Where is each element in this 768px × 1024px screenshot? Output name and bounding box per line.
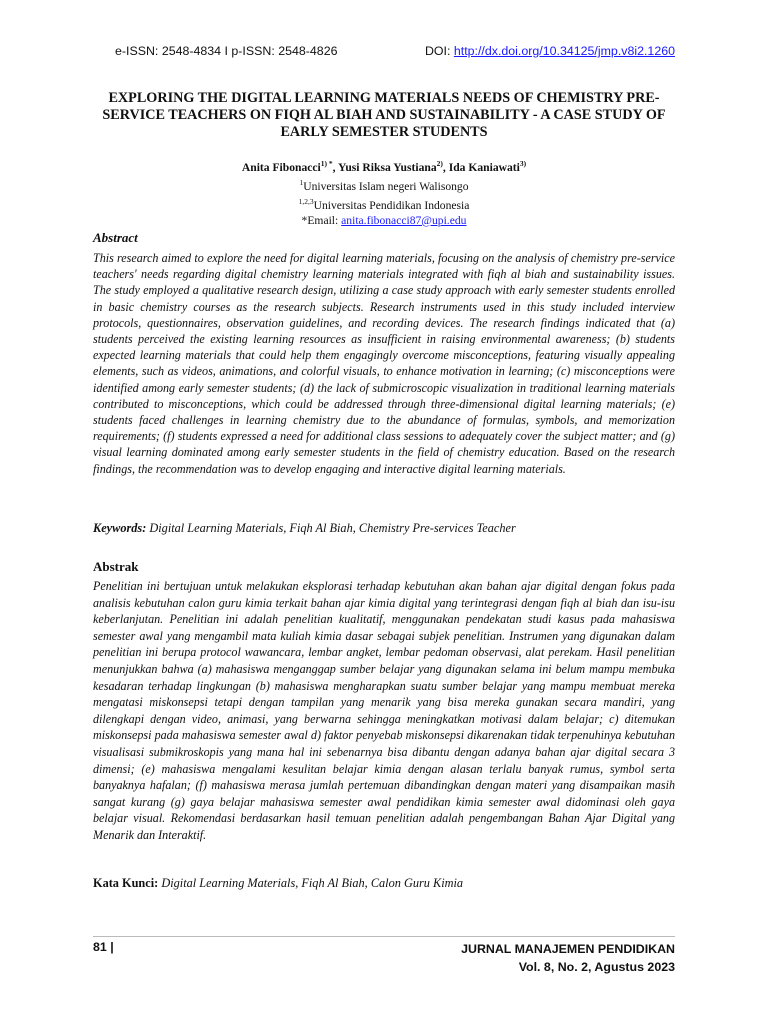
issn-text: e-ISSN: 2548-4834 I p-ISSN: 2548-4826 (115, 44, 338, 58)
journal-volume: Vol. 8, No. 2, Agustus 2023 (518, 960, 675, 974)
abstract-text: This research aimed to explore the need for digital learning materials, focusing on the analysis of chemistry pre-service teachers' needs regarding digital chemistry learning materials integrated with fiqh al biah and sustainability issues. The study employed a qualitative research design, utilizing a case study approach with early semester students enrolled in basic chemistry courses as the research subjects. Research instruments used in this study included interview protocols, questionnaires, observation guidelines, and recording devices. The research findings indicated that (a) students perceived the existing learning resources as insufficient in raising environmental awareness; (b) students expected learning materials that could help them engagingly overcome misconceptions, featuring visually appealing elements, such as videos, animations, and colorful visuals, to enhance motivation in learning; (c) misconceptions were identified among early semester students; (d) the lack of submicroscopic visualization in traditional learning materials contributed to misconceptions, which could be addressed through three-dimensional digital learning materials; (e) students faced challenges in learning chemistry due to the abundance of formulas, symbols, and memorization requirements; (f) students expressed a need for additional class sessions to adequately cover the subject matter; and (g) visual learning dominated among early semester students in the field of chemistry education. Based on the research findings, the recommendation was to develop engaging and interactive digital learning materials. (93, 251, 675, 476)
affiliation-2-mark: 1,2,3 (298, 196, 314, 206)
doi-link[interactable]: http://dx.doi.org/10.34125/jmp.v8i2.1260 (453, 44, 675, 58)
author-1-mark: 1) * (320, 159, 333, 168)
author-3-mark: 3) (519, 159, 527, 168)
email-label: *Email: (301, 213, 342, 227)
email-link[interactable]: anita.fibonacci87@upi.edu (341, 213, 467, 227)
author-2-mark: 2) (436, 159, 443, 168)
kata-kunci-values: Digital Learning Materials, Fiqh Al Biah, Calon Guru Kimia (161, 876, 464, 890)
affiliation-1-name: Universitas Islam negeri Walisongo (303, 179, 469, 193)
doi-text (425, 44, 675, 58)
abstract-heading: Abstract (93, 230, 138, 245)
paper-title: EXPLORING THE DIGITAL LEARNING MATERIALS NEEDS OF CHEMISTRY PRE-SERVICE TEACHERS ON FIQH AL BIAH AND SUSTAINABILITY - A CASE STUDY OF EARLY SEMESTER STUDENTS (102, 90, 666, 140)
doi-label: DOI: (424, 44, 454, 58)
author-3: Ida Kaniawati (448, 160, 520, 174)
affiliation-1 (93, 175, 675, 194)
journal-info (461, 940, 675, 976)
abstrak-text: Penelitian ini bertujuan untuk melakukan eksplorasi terhadap kebutuhan akan bahan ajar digital dengan fokus pada analisis kebutuhan calon guru kimia terkait bahan ajar kimia digital yang terintegrasi dengan fiqh al biah dan isu-isu keberlanjutan. Penelitian ini adalah penelitian kualitatif, menggunakan pendekatan studi kasus pada mahasiswa semester awal yang mengambil mata kuliah kimia dasar sebagai subjek penelitian. Instrumen yang digunakan dalam penelitian ini berupa protocol wawancara, lembar angket, lembar pedoman observasi, alat perekam. Hasil penelitian menunjukkan bahwa (a) mahasiswa menganggap sumber belajar yang digunakan selama ini belum mampu membuka kesadaran terhadap lingkungan (b) mahasiswa mengharapkan suatu sumber belajar yang mampu membuat mereka mengatasi miskonsepsi tetapi dengan tampilan yang menarik yang bisa mereka gunakan secara mandiri, yang dilengkapi dengan video, animasi, yang berwarna sehingga meningkatkan motivasi dalam belajar; c) ditemukan miskonsepsi pada mahasiswa semester awal d) faktor penyebab miskonsepsi dikarenakan tidak terpenuhinya kebutuhan visualisasi submikroskopis yang mana hal ini sebenarnya bisa dibantu dengan adanya bahan ajar digital secara 3 dimensi; (e) mahasiswa mengalami kesulitan belajar kimia dengan alasan terlalu banyak rumus, symbol serta banyaknya hafalan; (f) mahasiswa merasa jumlah pertemuan dibandingkan dengan materi yang disampaikan masih sangat kurang (g) gaya belajar mahasiswa semester awal pendidikan kimia semester awal didominasi oleh gaya belajar visual. Rekomendasi berdasarkan hasil temuan penelitian adalah pengembangan Bahan Ajar Digital yang Menarik dan Interaktif. (93, 579, 675, 842)
keywords-label: Keywords: (93, 521, 147, 535)
author-block (93, 156, 675, 228)
abstrak-heading: Abstrak (93, 559, 139, 574)
keywords-values: Digital Learning Materials, Fiqh Al Biah, Chemistry Pre-services Teacher (149, 521, 516, 535)
author-1: Anita Fibonacci (241, 160, 321, 174)
keywords-line (93, 521, 675, 536)
affiliation-2-name: Universitas Pendidikan Indonesia (313, 198, 470, 212)
author-names: Anita Fibonacci$^{1) *}$, Yusi Riksa Yustiana$^{2)}$, Ida Kaniawati$^{3)}$ (241, 159, 527, 174)
author-2: Yusi Riksa Yustiana (338, 160, 437, 174)
affiliation-1-mark: 1 (299, 177, 304, 187)
kata-kunci-label: Kata Kunci: (93, 876, 159, 890)
affiliation-2 (93, 194, 675, 213)
footer-divider (93, 936, 675, 937)
journal-name: JURNAL MANAJEMEN PENDIDIKAN (461, 942, 675, 956)
kata-kunci-line (93, 876, 675, 891)
page-number: 81 | (93, 940, 114, 954)
email-line (93, 213, 675, 228)
